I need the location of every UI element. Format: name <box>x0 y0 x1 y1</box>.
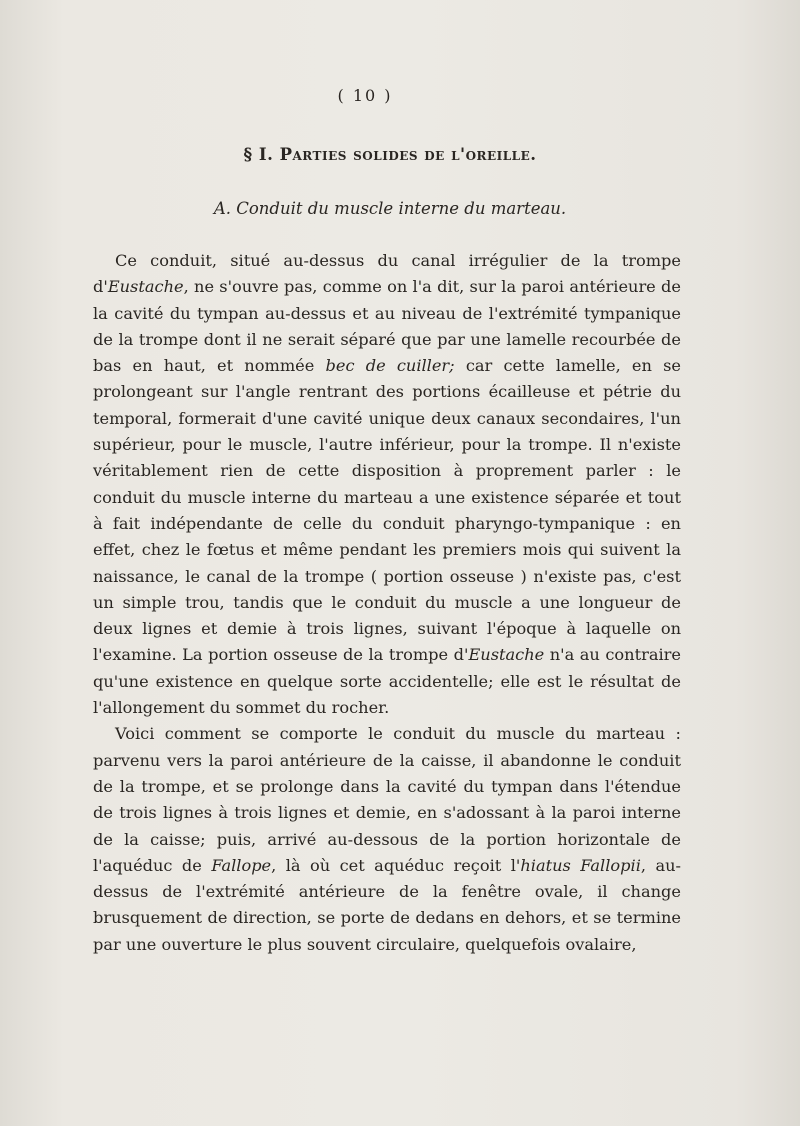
text-run: , au-dessus de l'extrémité antérieure de la fenêtre ovale, il change brusquement de direction, se porte de dedans en dehors, et se termine par une ouverture le plus souvent circulaire, quelquefois ovalaire, <box>93 855 681 954</box>
text-run: , ne s'ouvre pas, comme on l'a dit, sur la paroi antérieure de la cavité du tympan au-dessus et au niveau de l'extrémité tympanique de la trompe dont il ne serait séparé que par une lamelle recourbée de bas en haut, et nommée <box>93 277 681 376</box>
italic-text: Fallope <box>211 855 272 875</box>
text-run: n'a au contraire qu'une existence en quelque sorte accidentelle; elle est le résultat de l'allongement du sommet du rocher. <box>93 645 681 718</box>
paragraph <box>93 721 681 958</box>
text-run: car cette lamelle, en se prolongeant sur l'angle rentrant des portions écailleuse et pétrie du temporal, formerait d'une cavité unique deux canaux secondaires, l'un supérieur, pour le muscle, l'autre inférieur, pour la trompe. Il n'existe véritablement rien de cette disposition à proprement parler : le conduit du muscle interne du marteau a une existence séparée et tout à fait indépendante de celle du conduit pharyngo-tympanique : en effet, chez le fœtus et même pendant les premiers mois qui suivent la naissance, le canal de la trompe ( portion osseuse ) n'existe pas, c'est un simple trou, tandis que le conduit du muscle a une longueur de deux lignes et demie à trois lignes, suivant l'époque à laquelle on l'examine. La portion osseuse de la trompe d' <box>93 356 681 665</box>
section-title: § I. Parties solides de l'oreille. <box>243 145 537 164</box>
italic-text: Eustache <box>107 277 184 297</box>
paragraph <box>93 248 681 721</box>
subsection-title: A. Conduit du muscle interne du marteau. <box>213 199 567 218</box>
text-run: Ce conduit, situé au-dessus du canal irrégulier de la trompe d' <box>93 251 681 297</box>
italic-text: Eustache <box>468 645 545 665</box>
page-number: ( 10 ) <box>337 86 393 105</box>
italic-text: bec de cuiller; <box>325 356 455 376</box>
text-run: Voici comment se comporte le conduit du muscle du marteau : parvenu vers la paroi antérieure de la caisse, il abandonne le conduit de la trompe, et se prolonge dans la cavité du tympan dans l'étendue de trois lignes à trois lignes et demie, en s'adossant à la paroi interne de la caisse; puis, arrivé au-dessous de la portion horizontale de l'aquéduc de <box>93 724 681 875</box>
italic-text: hiatus Fallopii <box>520 855 641 875</box>
body-text <box>93 248 681 958</box>
text-run: , là où cet aquéduc reçoit l' <box>271 855 521 875</box>
